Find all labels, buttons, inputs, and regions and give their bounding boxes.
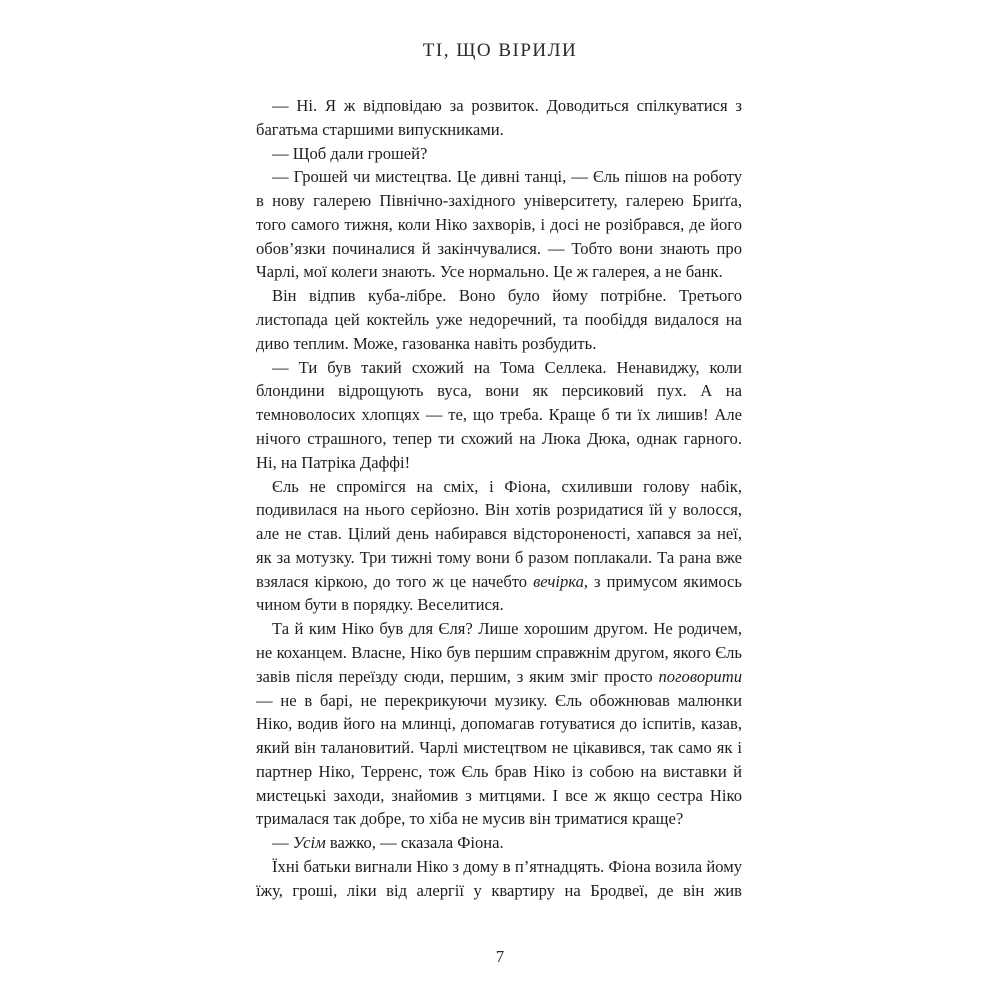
text-run: Єль не спромігся на сміх, і Фіона, схиливши голову набік, подивилася на нього серйозно. Він хотів розридатися їй у волосся, але не став. Цілий день набирався відстороненості, хапався за неї, як за мотузку. Три тижні тому вони б разом поплакали. Та рана вже взялася кіркою, до того ж це начебто [256, 476, 742, 591]
paragraph [256, 617, 742, 831]
paragraph [256, 142, 742, 166]
text-run: Та й ким Ніко був для Єля? Лише хорошим другом. Не родичем, не коханцем. Власне, Ніко був першим справжнім другом, якого Єль завів після переїзду сюди, першим, з яким зміг просто [256, 619, 742, 686]
body-text [256, 94, 742, 903]
paragraph [256, 475, 742, 618]
text-run: — Щоб дали грошей? [272, 143, 428, 163]
paragraph [256, 165, 742, 284]
italic-text-run: поговорити [658, 666, 742, 686]
page-number: 7 [495, 947, 505, 966]
paragraph [256, 284, 742, 355]
paragraph [256, 94, 742, 142]
running-head: ТІ, ЩО ВІРИЛИ [422, 40, 578, 61]
paragraph [256, 356, 742, 475]
text-run: — [272, 833, 293, 853]
text-run: — Грошей чи мистецтва. Це дивні танці, — Єль пішов на роботу в нову галерею Північно-західного університету, галерею Бриґґа, того самого тижня, коли Ніко захворів, і досі не розібрався, де його обов’язки починалися й закінчувалися. — Тобто вони знають про Чарлі, мої колеги знають. Усе нормально. Це ж галерея, а не банк. [256, 167, 742, 282]
italic-text-run: вечірка [533, 571, 584, 591]
italic-text-run: Усім [292, 833, 326, 853]
paragraph [256, 855, 742, 903]
text-run: , з примусом якимось чином бути в порядку. Веселитися. [256, 571, 742, 615]
text-run: Їхні батьки вигнали Ніко з дому в п’ятнадцять. Фіона возила йому їжу, гроші, ліки від алергії у квартиру на Бродвеї, де він жив [256, 857, 742, 900]
text-run: Він відпив куба-лібре. Воно було йому потрібне. Третього листопада цей коктейль уже недоречний, та пообіддя видалося на диво теплим. Може, газованка навіть розбудить. [256, 286, 742, 353]
text-run: — Ти був такий схожий на Тома Селлека. Ненавиджу, коли блондини відрощують вуса, вони як персиковий пух. А на темноволосих хлопцях — те, що треба. Краще б ти їх лишив! Але нічого страшного, тепер ти схожий на Люка Дюка, однак гарного. Ні, на Патріка Даффі! [256, 357, 742, 472]
text-run: — не в барі, не перекрикуючи музику. Єль обожнював малюнки Ніко, водив його на млинці, допомагав готуватися до іспитів, казав, який він талановитий. Чарлі мистецтвом не цікавився, так само як і партнер Ніко, Терренс, тож Єль брав Ніко із собою на виставки й мистецькі заходи, знайомив з митцями. І все ж якщо сестра Ніко трималася так добре, то хіба не мусив він триматися краще? [256, 690, 742, 829]
text-run: — Ні. Я ж відповідаю за розвиток. Доводиться спілкуватися з багатьма старшими випускниками. [256, 96, 742, 139]
paragraph [256, 831, 742, 855]
text-run: важко, — сказала Фіона. [325, 833, 504, 853]
